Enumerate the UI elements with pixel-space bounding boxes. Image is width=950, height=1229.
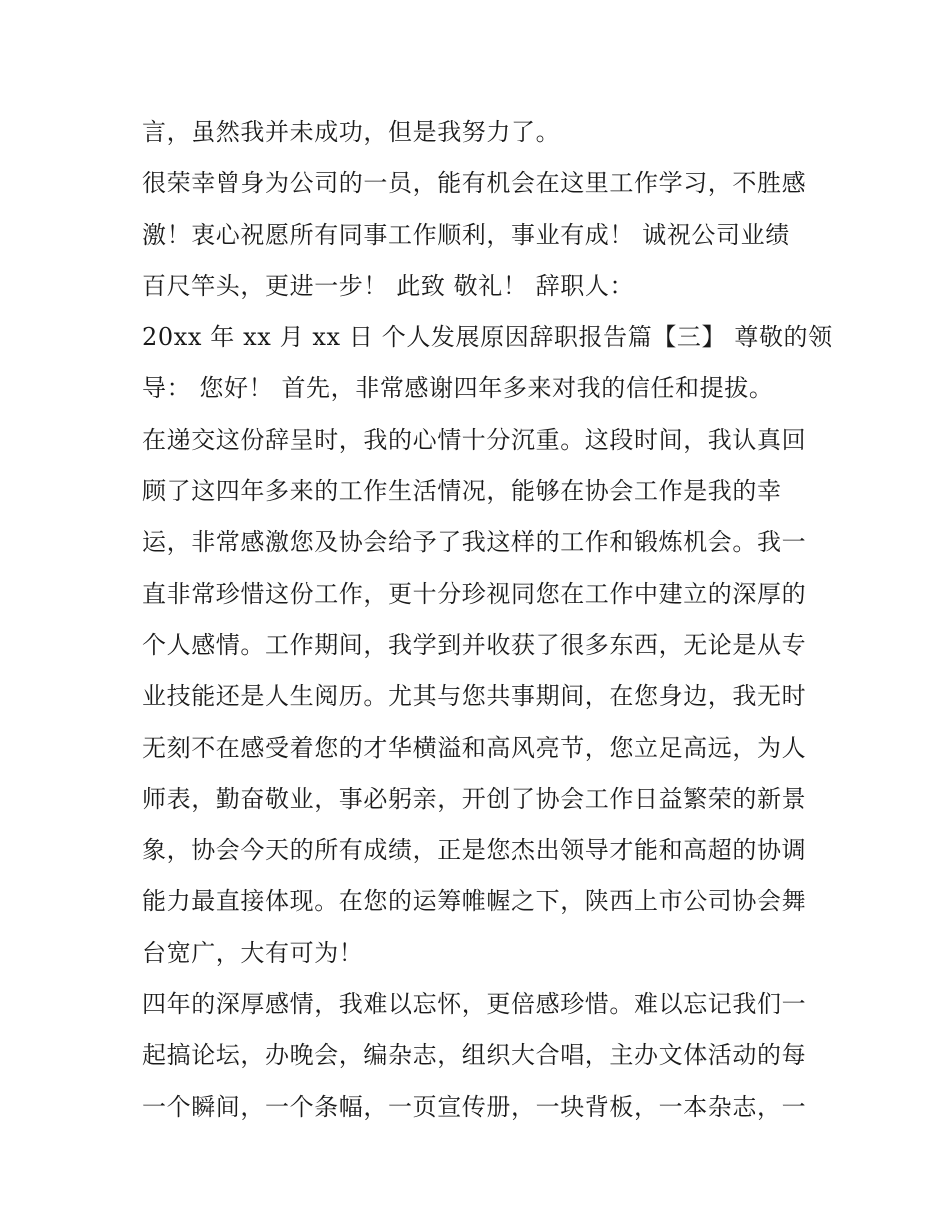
text-line: 20xx 年 xx 月 xx 日 个人发展原因辞职报告篇【三】 尊敬的领 xyxy=(142,323,833,352)
text-line: 个人感情。工作期间，我学到并收获了很多东西，无论是从专 xyxy=(142,630,807,659)
text-line: 直非常珍惜这份工作，更十分珍视同您在工作中建立的深厚的 xyxy=(142,579,807,608)
text-line: 言，虽然我并未成功，但是我努力了。 xyxy=(142,118,561,146)
text-line: 师表，勤奋敬业，事必躬亲，开创了协会工作日益繁荣的新景 xyxy=(142,784,807,813)
text-line: 一个瞬间，一个条幅，一页宣传册，一块背板，一本杂志，一 xyxy=(142,1092,807,1121)
text-line: 很荣幸曾身为公司的一员，能有机会在这里工作学习，不胜感 xyxy=(142,169,807,198)
text-line: 能力最直接体现。在您的运筹帷幄之下，陕西上市公司协会舞 xyxy=(142,887,807,916)
body-text xyxy=(142,107,833,1133)
text-line: 导： 您好！ 首先，非常感谢四年多来对我的信任和提拔。 xyxy=(142,374,774,403)
text-line: 百尺竿头，更进一步！ 此致 敬礼！ 辞职人： xyxy=(142,271,635,300)
text-line: 顾了这四年多来的工作生活情况，能够在协会工作是我的幸 xyxy=(142,477,782,506)
text-line: 运，非常感激您及协会给予了我这样的工作和锻炼机会。我一 xyxy=(142,528,807,557)
text-line: 无刻不在感受着您的才华横溢和高风亮节，您立足高远，为人 xyxy=(142,733,807,762)
text-line: 在递交这份辞呈时，我的心情十分沉重。这段时间，我认真回 xyxy=(142,425,807,454)
text-line: 四年的深厚感情，我难以忘怀，更倍感珍惜。难以忘记我们一 xyxy=(142,990,807,1019)
text-line: 象，协会今天的所有成绩，正是您杰出领导才能和高超的协调 xyxy=(142,836,807,865)
text-line: 起搞论坛，办晚会，编杂志，组织大合唱，主办文体活动的每 xyxy=(142,1041,807,1070)
text-line: 激！衷心祝愿所有同事工作顺利，事业有成！ 诚祝公司业绩 xyxy=(142,220,790,249)
text-line: 业技能还是人生阅历。尤其与您共事期间，在您身边，我无时 xyxy=(142,682,807,711)
text-line: 台宽广，大有可为！ xyxy=(142,938,364,967)
